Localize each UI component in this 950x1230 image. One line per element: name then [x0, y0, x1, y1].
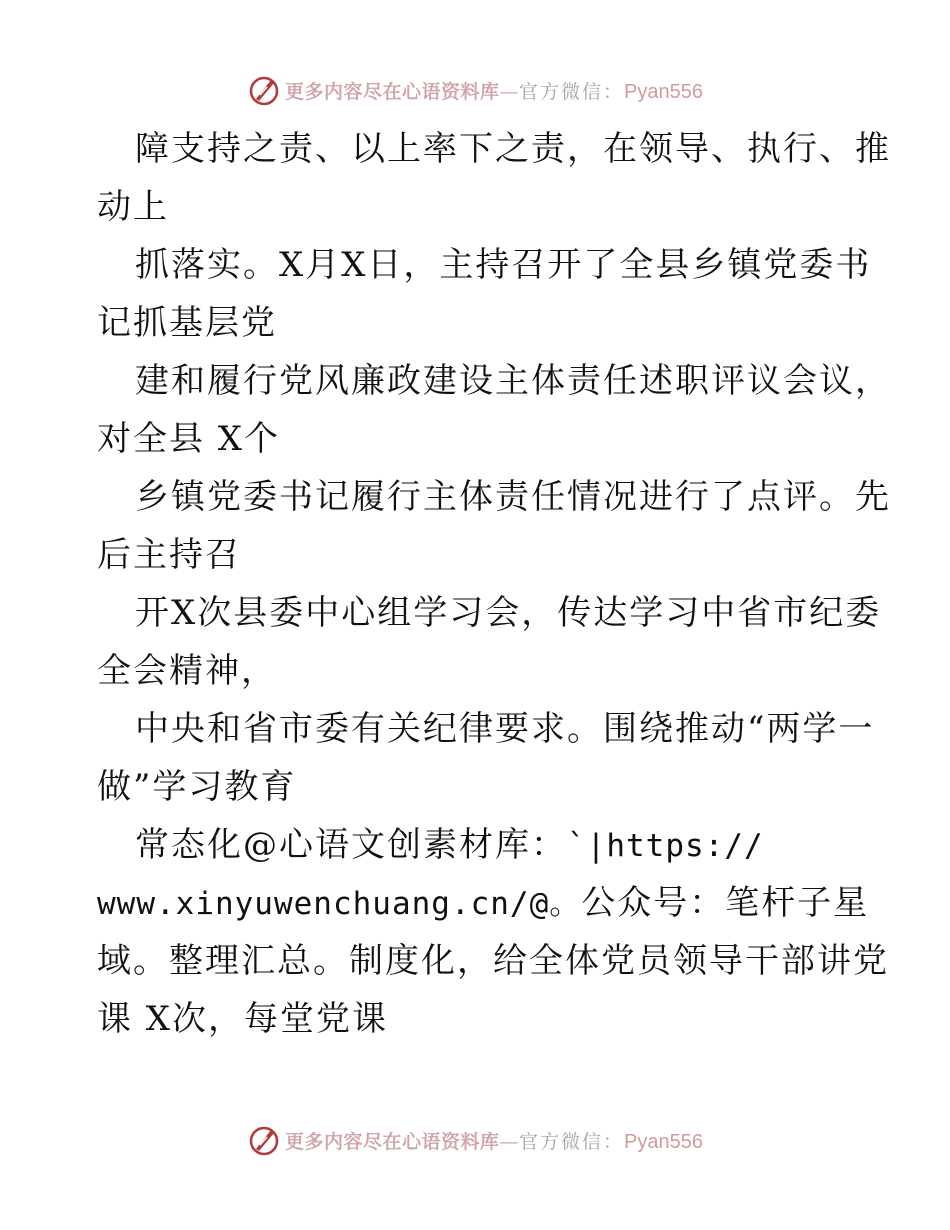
text-segment: 常态化@心语文创素材库：	[135, 825, 567, 865]
text-line: 记抓基层党	[97, 303, 277, 343]
document-body	[97, 120, 891, 1048]
text-line: 开X次县委中心组学习会，传达学习中省市纪委	[135, 593, 882, 633]
text-line: 后主持召	[97, 535, 241, 575]
text-segment: 公众号：笔杆子星	[581, 883, 870, 923]
url-segment: www.xinyuwenchuang.cn/@。	[97, 886, 582, 922]
watermark-wechat-id: Pyan556	[624, 1130, 703, 1153]
watermark-brand: 更多内容尽在心语资料库	[285, 1130, 500, 1153]
watermark-text	[285, 1127, 703, 1154]
watermark-wechat-id: Pyan556	[624, 80, 703, 103]
text-line: 中央和省市委有关纪律要求。围绕推动“两学一	[135, 709, 875, 749]
text-line-url	[97, 874, 870, 932]
quill-pen-icon	[247, 1123, 281, 1157]
text-line: 做”学习教育	[97, 767, 297, 807]
text-line: 课 X次，每堂党课	[97, 999, 389, 1039]
text-line: 乡镇党委书记履行主体责任情况进行了点评。先	[135, 477, 891, 517]
url-segment: `|https://	[567, 828, 764, 864]
watermark-text	[285, 77, 703, 104]
text-line: 障支持之责、以上率下之责，在领导、执行、推	[135, 129, 891, 169]
text-line: 动上	[97, 187, 169, 227]
text-line: 抓落实。X月X日，主持召开了全县乡镇党委书	[135, 245, 872, 285]
text-line-link	[97, 816, 857, 874]
text-line: 建和履行党风廉政建设主体责任述职评议会议，	[135, 361, 891, 401]
quill-pen-icon	[247, 73, 281, 107]
watermark-wechat-label: 官方微信：	[519, 1130, 625, 1153]
watermark-brand: 更多内容尽在心语资料库	[285, 80, 500, 103]
watermark-dash: —	[499, 1130, 520, 1153]
watermark-dash: —	[499, 80, 520, 103]
footer-watermark	[0, 1120, 950, 1160]
header-watermark	[0, 70, 950, 110]
text-line: 全会精神，	[97, 651, 277, 691]
text-line: 对全县 X个	[97, 419, 281, 459]
watermark-wechat-label: 官方微信：	[519, 80, 625, 103]
text-line: 域。整理汇总。制度化，给全体党员领导干部讲党	[97, 941, 889, 981]
